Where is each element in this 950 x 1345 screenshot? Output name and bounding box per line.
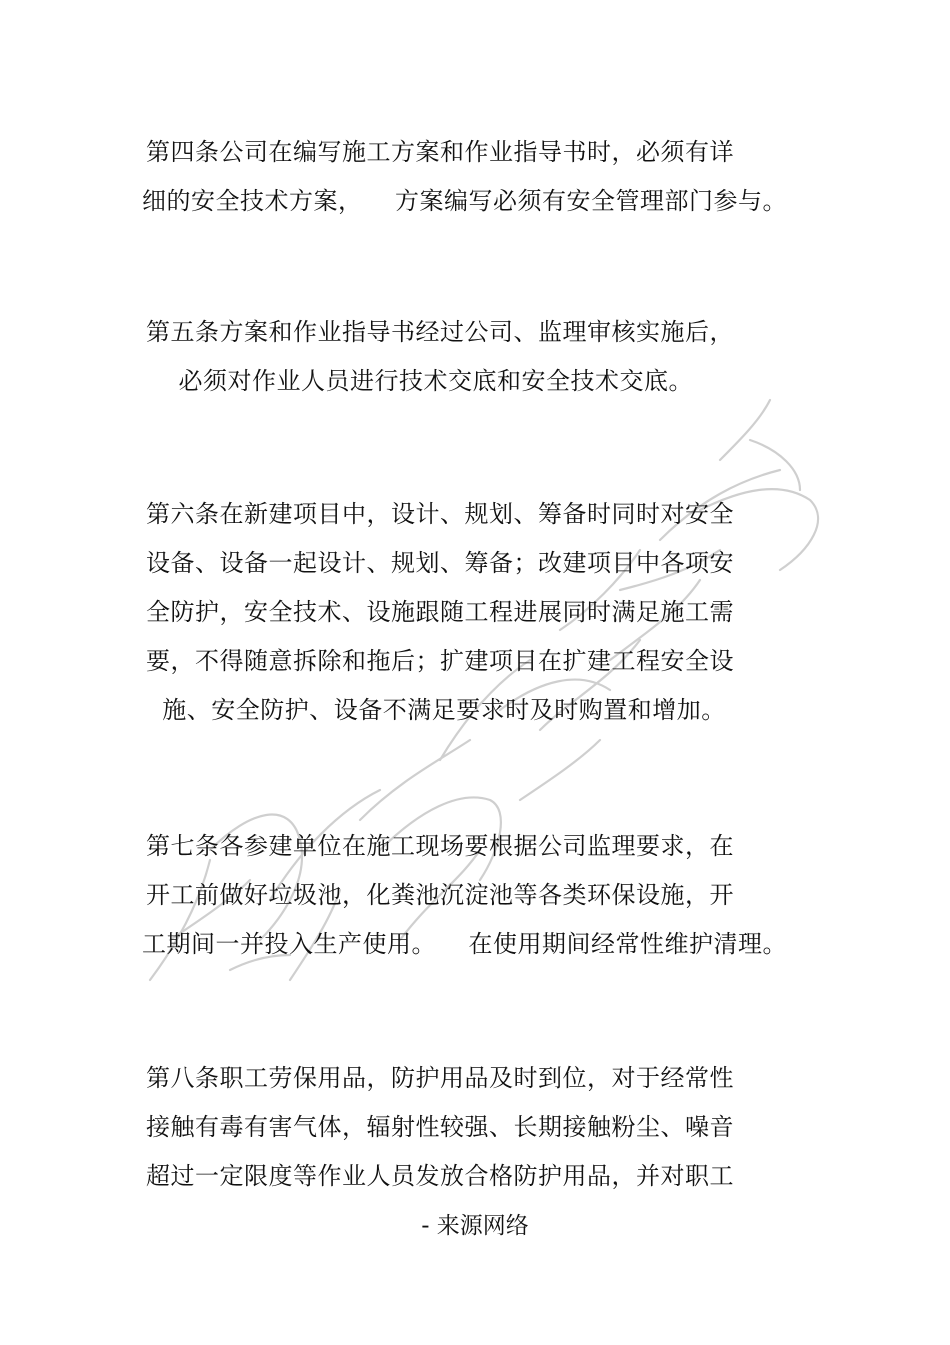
article-5-line-2: 必须对作业人员进行技术交底和安全技术交底。 — [146, 367, 694, 395]
article-7-line-1: 第七条各参建单位在施工现场要根据公司监理要求，在 — [146, 832, 734, 860]
article-7 — [142, 822, 788, 969]
article-5 — [146, 308, 786, 406]
article-6-line-3: 全防护，安全技术、设施跟随工程进展同时满足施工需 — [146, 598, 734, 626]
article-8 — [146, 1054, 786, 1201]
article-8-line-2: 接触有毒有害气体，辐射性较强、长期接触粉尘、噪音 — [146, 1113, 734, 1141]
article-6 — [146, 490, 786, 735]
article-6-line-1: 第六条在新建项目中，设计、规划、筹备时同时对安全 — [146, 500, 734, 528]
article-7-line-2: 开工前做好垃圾池，化粪池沉淀池等各类环保设施，开 — [146, 881, 734, 909]
article-7-line-3: 工期间一并投入生产使用。 在使用期间经常性维护清理。 — [142, 930, 788, 958]
article-6-line-2: 设备、设备一起设计、规划、筹备；改建项目中各项安 — [146, 549, 734, 577]
article-4-line-2: 细的安全技术方案， 方案编写必须有安全管理部门参与。 — [142, 187, 788, 215]
article-8-line-1: 第八条职工劳保用品，防护用品及时到位，对于经常性 — [146, 1064, 734, 1092]
article-4 — [142, 128, 788, 226]
article-8-line-3: 超过一定限度等作业人员发放合格防护用品，并对职工 — [146, 1162, 734, 1190]
page-footer — [0, 1208, 950, 1244]
article-6-line-5: 施、安全防护、设备不满足要求时及时购置和增加。 — [146, 696, 726, 724]
article-6-line-4: 要，不得随意拆除和拖后；扩建项目在扩建工程安全设 — [146, 647, 734, 675]
footer-source-text: - 来源网络 — [421, 1213, 529, 1239]
article-5-line-1: 第五条方案和作业指导书经过公司、监理审核实施后， — [146, 318, 734, 346]
article-4-line-1: 第四条公司在编写施工方案和作业指导书时，必须有详 — [146, 138, 734, 166]
